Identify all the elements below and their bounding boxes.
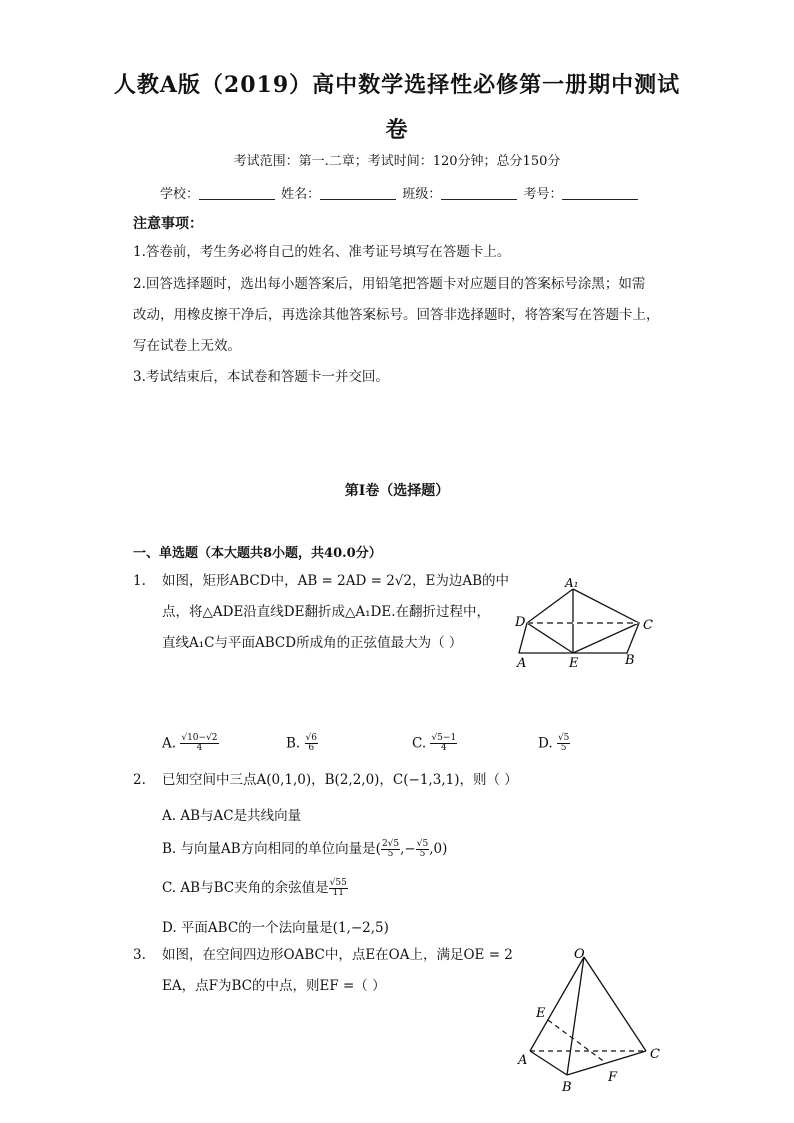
q1-option-d-numerator: √5 <box>557 733 570 743</box>
edge-bc <box>567 1051 646 1075</box>
exam-number-label: 考号： <box>523 187 563 202</box>
q3-figure <box>512 945 672 1100</box>
q2-option-c-fraction <box>329 879 348 899</box>
q3-stem-line-1: 如图，在空间四边形OABC中，点E在OA上，满足OE = 2 <box>162 947 513 963</box>
q2-option-b-text: B. 与向量AB方向相同的单位向量是( <box>162 841 381 857</box>
q3-stem-line-2: EA，点F为BC的中点，则EF =（ ） <box>162 978 386 994</box>
q1-option-c-denominator: 4 <box>440 743 447 754</box>
label-c: C <box>643 618 653 633</box>
q1-option-d-label: D. <box>538 735 553 752</box>
name-label: 姓名： <box>281 187 321 202</box>
q2-option-c-numerator: √55 <box>329 877 347 888</box>
q2-option-c-denominator: 11 <box>332 888 344 898</box>
label-o: O <box>574 947 585 962</box>
exam-title-line1: 人教A版（2019）高中数学选择性必修第一册期中测试 <box>113 72 681 98</box>
notice-heading: 注意事项： <box>133 216 203 232</box>
notice-item-1: 1.答卷前，考生务必将自己的姓名、准考证号填写在答题卡上。 <box>133 244 511 260</box>
label-e: E <box>569 656 579 671</box>
student-info-fields <box>160 183 640 202</box>
q1-option-a-fraction <box>180 734 218 754</box>
q2-option-b-fraction-2 <box>416 840 429 860</box>
q2-option-b-fraction-1 <box>381 840 400 860</box>
edge-ab <box>530 1051 567 1075</box>
q2-option-b-denominator-2: 5 <box>419 849 426 859</box>
q1-option-d-denominator: 5 <box>560 743 567 754</box>
exam-number-blank[interactable] <box>562 187 638 200</box>
dashed-segment-ef <box>548 1020 606 1063</box>
q1-option-c-fraction <box>430 734 457 754</box>
notice-item-2-line-1: 2.回答选择题时，选出每小题答案后，用铅笔把答题卡对应题目的答案标号涂黑；如需 <box>133 276 646 292</box>
q1-option-a-denominator: 4 <box>196 743 203 754</box>
label-f: F <box>608 1070 618 1085</box>
school-label: 学校： <box>160 187 200 202</box>
label-a: A <box>517 656 527 671</box>
q1-option-a-label: A. <box>162 735 177 752</box>
q1-option-b-numerator: √6 <box>305 733 317 743</box>
line-de <box>527 623 573 653</box>
school-blank[interactable] <box>199 187 275 200</box>
line-a1c <box>573 589 639 623</box>
q1-option-a[interactable] <box>162 734 219 754</box>
q1-option-c[interactable] <box>412 734 457 754</box>
q2-option-b[interactable]: B. 与向量AB方向相同的单位向量是( $\frac{2√5}{5}$ ,− $\frac{√5}{5}$ ,0) <box>162 838 448 859</box>
exam-title-line2: 卷 <box>385 117 409 143</box>
q2-option-c-text: C. AB与BC夹角的余弦值是 <box>162 880 329 896</box>
q1-option-b-fraction <box>305 734 318 754</box>
label-e: E <box>536 1006 546 1021</box>
q1-figure <box>515 575 660 675</box>
q1-stem-line-1: 如图，矩形ABCD中，AB = 2AD = 2√2，E为边AB的中 <box>162 573 509 589</box>
q1-option-b-denominator: 6 <box>308 743 315 754</box>
q2-option-c[interactable] <box>162 876 348 898</box>
q2-option-b-tail: ,0) <box>429 841 448 857</box>
q2-option-b-numerator-1: 2√5 <box>381 838 400 849</box>
notice-item-3: 3.考试结束后，本试卷和答题卡一并交回。 <box>133 369 389 385</box>
label-a: A <box>518 1053 528 1068</box>
label-b: B <box>625 653 635 668</box>
q2-option-b-denominator-1: 5 <box>387 849 394 859</box>
q1-option-b-label: B. <box>286 735 301 752</box>
label-a1: A₁ <box>565 576 579 590</box>
q3-number: 3. <box>133 947 146 963</box>
section-heading: 一、单选题（本大题共8小题，共40.0分） <box>133 546 382 561</box>
line-a1d <box>527 589 573 623</box>
label-c: C <box>650 1047 660 1062</box>
q1-stem-line-3: 直线A₁C与平面ABCD所成角的正弦值最大为（ ） <box>162 635 463 651</box>
q2-option-d[interactable]: D. 平面ABC的一个法向量是(1,−2,5) <box>162 920 389 936</box>
edge-ob <box>567 957 584 1075</box>
notice-item-2-line-3: 写在试卷上无效。 <box>133 338 241 354</box>
q1-option-c-numerator: √5−1 <box>431 733 457 743</box>
notice-item-2-line-2: 改动，用橡皮擦干净后，再选涂其他答案标号。回答非选择题时，将答案写在答题卡上， <box>133 307 660 323</box>
label-b: B <box>562 1080 572 1095</box>
q1-option-d-fraction <box>557 734 570 754</box>
name-blank[interactable] <box>320 187 396 200</box>
q1-option-c-label: C. <box>412 735 427 752</box>
q2-stem: 已知空间中三点A(0,1,0)，B(2,2,0)，C(−1,3,1)，则（ ） <box>162 772 518 788</box>
q1-option-b[interactable] <box>286 734 318 754</box>
label-d: D <box>515 615 526 630</box>
q2-number: 2. <box>133 772 146 788</box>
exam-info: 考试范围：第一.二章；考试时间：120分钟；总分150分 <box>233 154 561 169</box>
q2-option-a[interactable]: A. AB与AC是共线向量 <box>162 808 302 824</box>
class-label: 班级： <box>402 187 442 202</box>
edge-oa <box>530 957 584 1051</box>
edge-oc <box>584 957 646 1051</box>
q1-option-d[interactable] <box>538 734 570 754</box>
part-title: 第I卷（选择题） <box>344 483 450 499</box>
rectangle-abcd <box>519 623 639 653</box>
q1-number: 1. <box>133 573 146 589</box>
q1-stem-line-2: 点，将△ADE沿直线DE翻折成△A₁DE.在翻折过程中， <box>162 604 491 620</box>
q1-option-a-numerator: √10−√2 <box>181 733 218 743</box>
q2-option-b-numerator-2: √5 <box>416 838 429 849</box>
class-blank[interactable] <box>441 187 517 200</box>
